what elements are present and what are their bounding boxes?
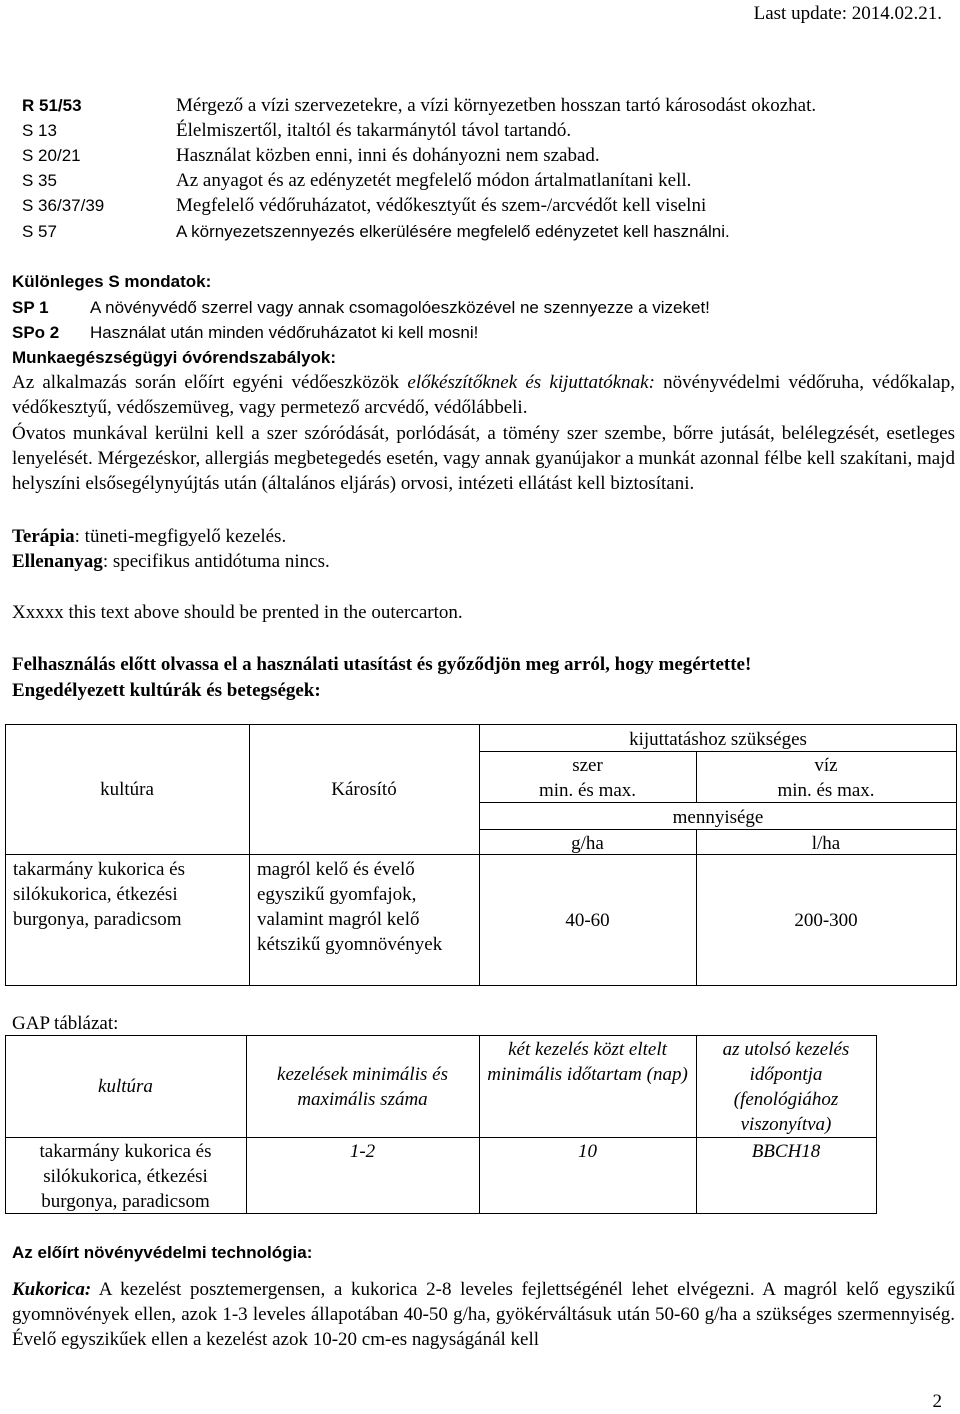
phrase-text: Élelmiszertől, italtól és takarmánytól távol tartandó.	[176, 120, 572, 141]
technology-heading: Az előírt növényvédelmi technológia:	[12, 1243, 313, 1262]
read-instructions-warning: Felhasználás előtt olvassa el a használati utasítást és győződjön meg arról, hogy megértette!	[12, 654, 752, 675]
phrase-text: Használat közben enni, inni és dohányozni nem szabad.	[176, 145, 600, 166]
header-agent: szer	[572, 755, 603, 776]
header-water: víz	[814, 755, 838, 776]
table-border	[246, 1035, 247, 1214]
antidote-line	[12, 549, 330, 574]
table-border	[956, 724, 957, 986]
header-water-range: min. és max.	[777, 780, 875, 801]
gap-header-interval: két kezelés közt eltelt minimális időtartam (nap)	[487, 1039, 688, 1085]
ppe-list: növényvédelmi védőruha, védőkalap, védőkesztyű, védőszemüveg, vagy permetező arcvédő, védőlábbeli.	[12, 372, 955, 418]
safety-heading: Munkaegészségügyi óvórendszabályok:	[12, 348, 337, 367]
phrase-text: A környezetszennyezés elkerülésére megfelelő edényzetet kell használni.	[176, 222, 730, 241]
header-agent-range: min. és max.	[538, 780, 637, 801]
last-update: Last update: 2014.02.21.	[753, 3, 942, 24]
technology-text: A kezelést posztemergensen, a kukorica 2-8 leveles fejlettségénél lehet elvégezni. A magról kelő egyszikű gyomnövények ellen, azok 1-3 leveles állapotában 40-50 g/ha, gyökérváltásuk után 50-60 g/ha a szükséges szermennyiség. Évelő egyszikűek ellen a kezelést azok 10-20 cm-es nagyságánál kell	[12, 1279, 955, 1350]
gap-row-interval: 10	[578, 1141, 597, 1162]
special-code: SP 1	[12, 298, 49, 317]
table-border	[479, 1035, 480, 1214]
table-border	[5, 1137, 877, 1138]
antidote-text: : specifikus antidótuma nincs.	[102, 551, 330, 572]
antidote-label: Ellenanyag	[12, 551, 103, 572]
table-border	[696, 1035, 697, 1214]
phrase-code: S 13	[22, 121, 57, 140]
row-culture: takarmány kukorica és silókukorica, étkezési burgonya, paradicsom	[13, 859, 185, 930]
gap-header-treatments: kezelések minimális és maximális száma	[277, 1064, 448, 1110]
phrase-text: Az anyagot és az edényzetét megfelelő módon ártalmatlanítani kell.	[176, 170, 692, 191]
therapy-label: Terápia	[12, 526, 75, 547]
row-agent: 40-60	[565, 910, 610, 931]
outer-carton-note: Xxxxx this text above should be prented in the outercarton.	[12, 602, 463, 623]
therapy-line	[12, 524, 286, 549]
gap-row-culture: takarmány kukorica és silókukorica, étkezési burgonya, paradicsom	[39, 1141, 212, 1212]
ppe-intro: Az alkalmazás során előírt egyéni védőeszközök	[12, 372, 408, 393]
phrase-code: R 51/53	[22, 96, 82, 115]
special-heading: Különleges S mondatok:	[12, 272, 212, 291]
table-border	[876, 1035, 877, 1214]
phrase-code: S 35	[22, 171, 57, 190]
technology-crop-label: Kukorica:	[12, 1279, 92, 1300]
approved-heading: Engedélyezett kultúrák és betegségek:	[12, 680, 321, 701]
table-border	[5, 1035, 877, 1036]
table-border	[5, 985, 957, 986]
ppe-target: előkészítőknek és kijuttatóknak:	[407, 372, 655, 393]
row-pest: magról kelő és évelő egyszikű gyomfajok, valamint magról kelő kétszikű gyomnövények	[257, 859, 443, 955]
table-border	[5, 1035, 6, 1214]
gap-label: GAP táblázat:	[12, 1013, 119, 1034]
phrase-text: Megfelelő védőruházatot, védőkesztyűt és szem-/arcvédőt kell viselni	[176, 195, 707, 216]
phrase-text: Mérgező a vízi szervezetekre, a vízi környezetben hosszan tartó károsodást okozhat.	[176, 95, 817, 116]
page-number: 2	[932, 1391, 942, 1412]
table-border	[5, 724, 957, 725]
safety-paragraph-ppe	[12, 370, 955, 420]
header-need: kijuttatáshoz szükséges	[629, 729, 807, 750]
gap-row-last: BBCH18	[751, 1141, 821, 1162]
phrase-code: S 57	[22, 222, 57, 241]
row-water: 200-300	[794, 910, 858, 931]
special-code: SPo 2	[12, 323, 60, 342]
header-culture: kultúra	[100, 779, 154, 800]
unit-agent: g/ha	[571, 833, 604, 854]
gap-row-treatments: 1-2	[349, 1141, 376, 1162]
gap-header-culture: kultúra	[98, 1076, 153, 1097]
gap-header-last: az utolsó kezelés időpontja (fenológiához viszonyítva)	[722, 1039, 850, 1135]
special-text: A növényvédő szerrel vagy annak csomagolóeszközével ne szennyezze a vizeket!	[90, 298, 710, 317]
phrase-code: S 36/37/39	[22, 196, 105, 215]
special-text: Használat után minden védőruházatot ki kell mosni!	[90, 323, 479, 342]
unit-water: l/ha	[811, 833, 841, 854]
table-border	[5, 724, 6, 986]
header-pest: Károsító	[331, 779, 397, 800]
therapy-text: : tüneti-megfigyelő kezelés.	[74, 526, 287, 547]
phrase-code: S 20/21	[22, 146, 81, 165]
header-quantity: mennyisége	[672, 807, 764, 828]
table-border	[249, 724, 250, 986]
technology-paragraph	[12, 1277, 955, 1352]
safety-paragraph-care: Óvatos munkával kerülni kell a szer szóródását, porlódását, a tömény szer szembe, bőrre jutását, belélegzését, esetleges lenyelését. Mérgezéskor, allergiás megbetegedés esetén, vagy annak gyanújakor a munkát azonnal félbe kell szakítani, majd helyszíni elsősegélynyújtás után (általános eljárás) orvosi, intézeti ellátást kell biztosítani.	[12, 423, 955, 494]
